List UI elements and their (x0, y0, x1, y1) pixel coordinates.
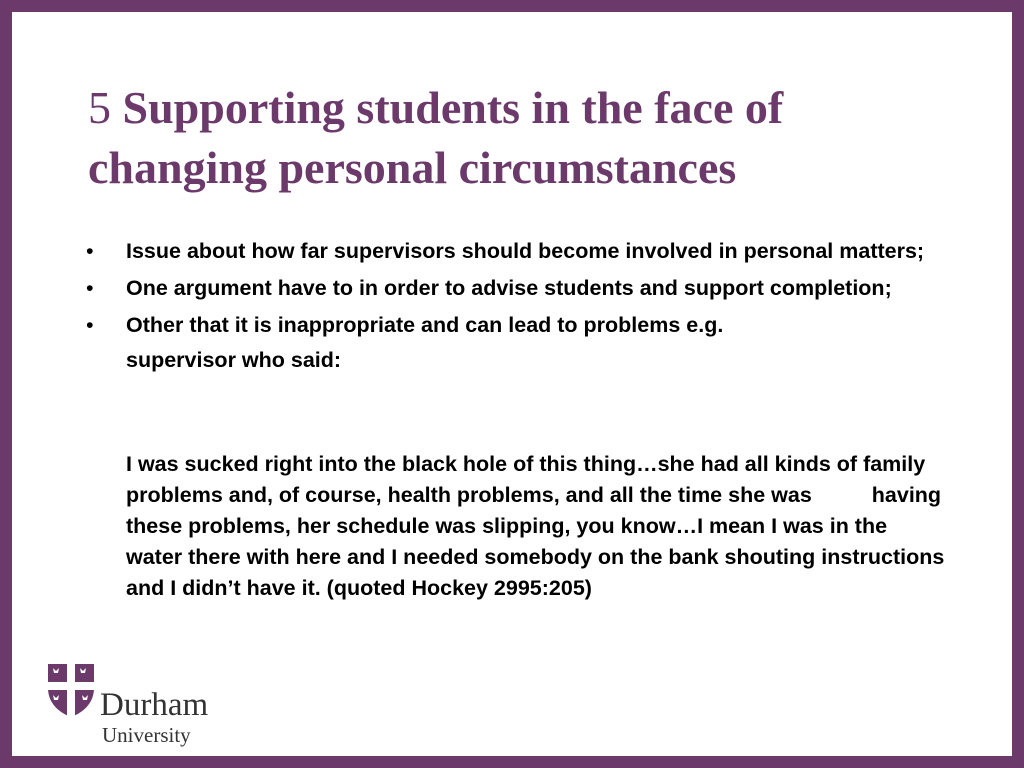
slide-title (88, 78, 968, 198)
bullet-marker: • (86, 276, 94, 300)
durham-university-logo (46, 662, 246, 752)
bullet-item (86, 310, 956, 376)
bullet-item (86, 236, 956, 267)
bullet-list (86, 236, 956, 382)
logo-name: Durham (100, 687, 209, 723)
title-number: 5 (88, 82, 111, 133)
bullet-text: One argument have to in order to advise students and support completion; (126, 276, 892, 300)
quotation (126, 449, 946, 604)
logo-subname: University (102, 723, 191, 747)
quotation-part-2: having these problems, her schedule was slipping, you know…I mean I was in the water there with here and I needed somebody on the bank shouting instructions and I didn’t have it. (quoted Hockey 2995:205) (126, 483, 945, 600)
durham-shield-icon (46, 662, 96, 718)
quotation-part-1: I was sucked right into the black hole of this thing…she had all kinds of family problems and, of course, health problems, and all the time she was (126, 452, 926, 507)
bullet-marker: • (86, 313, 94, 337)
title-text: Supporting students in the face of changing personal circumstances (88, 82, 784, 193)
bullet-item (86, 273, 956, 304)
bullet-marker: • (86, 239, 94, 263)
bullet-text-continued: supervisor who said: (126, 348, 342, 372)
bullet-text: Issue about how far supervisors should become involved in personal matters; (126, 239, 925, 263)
bullet-text: Other that it is inappropriate and can lead to problems e.g. (126, 313, 724, 337)
